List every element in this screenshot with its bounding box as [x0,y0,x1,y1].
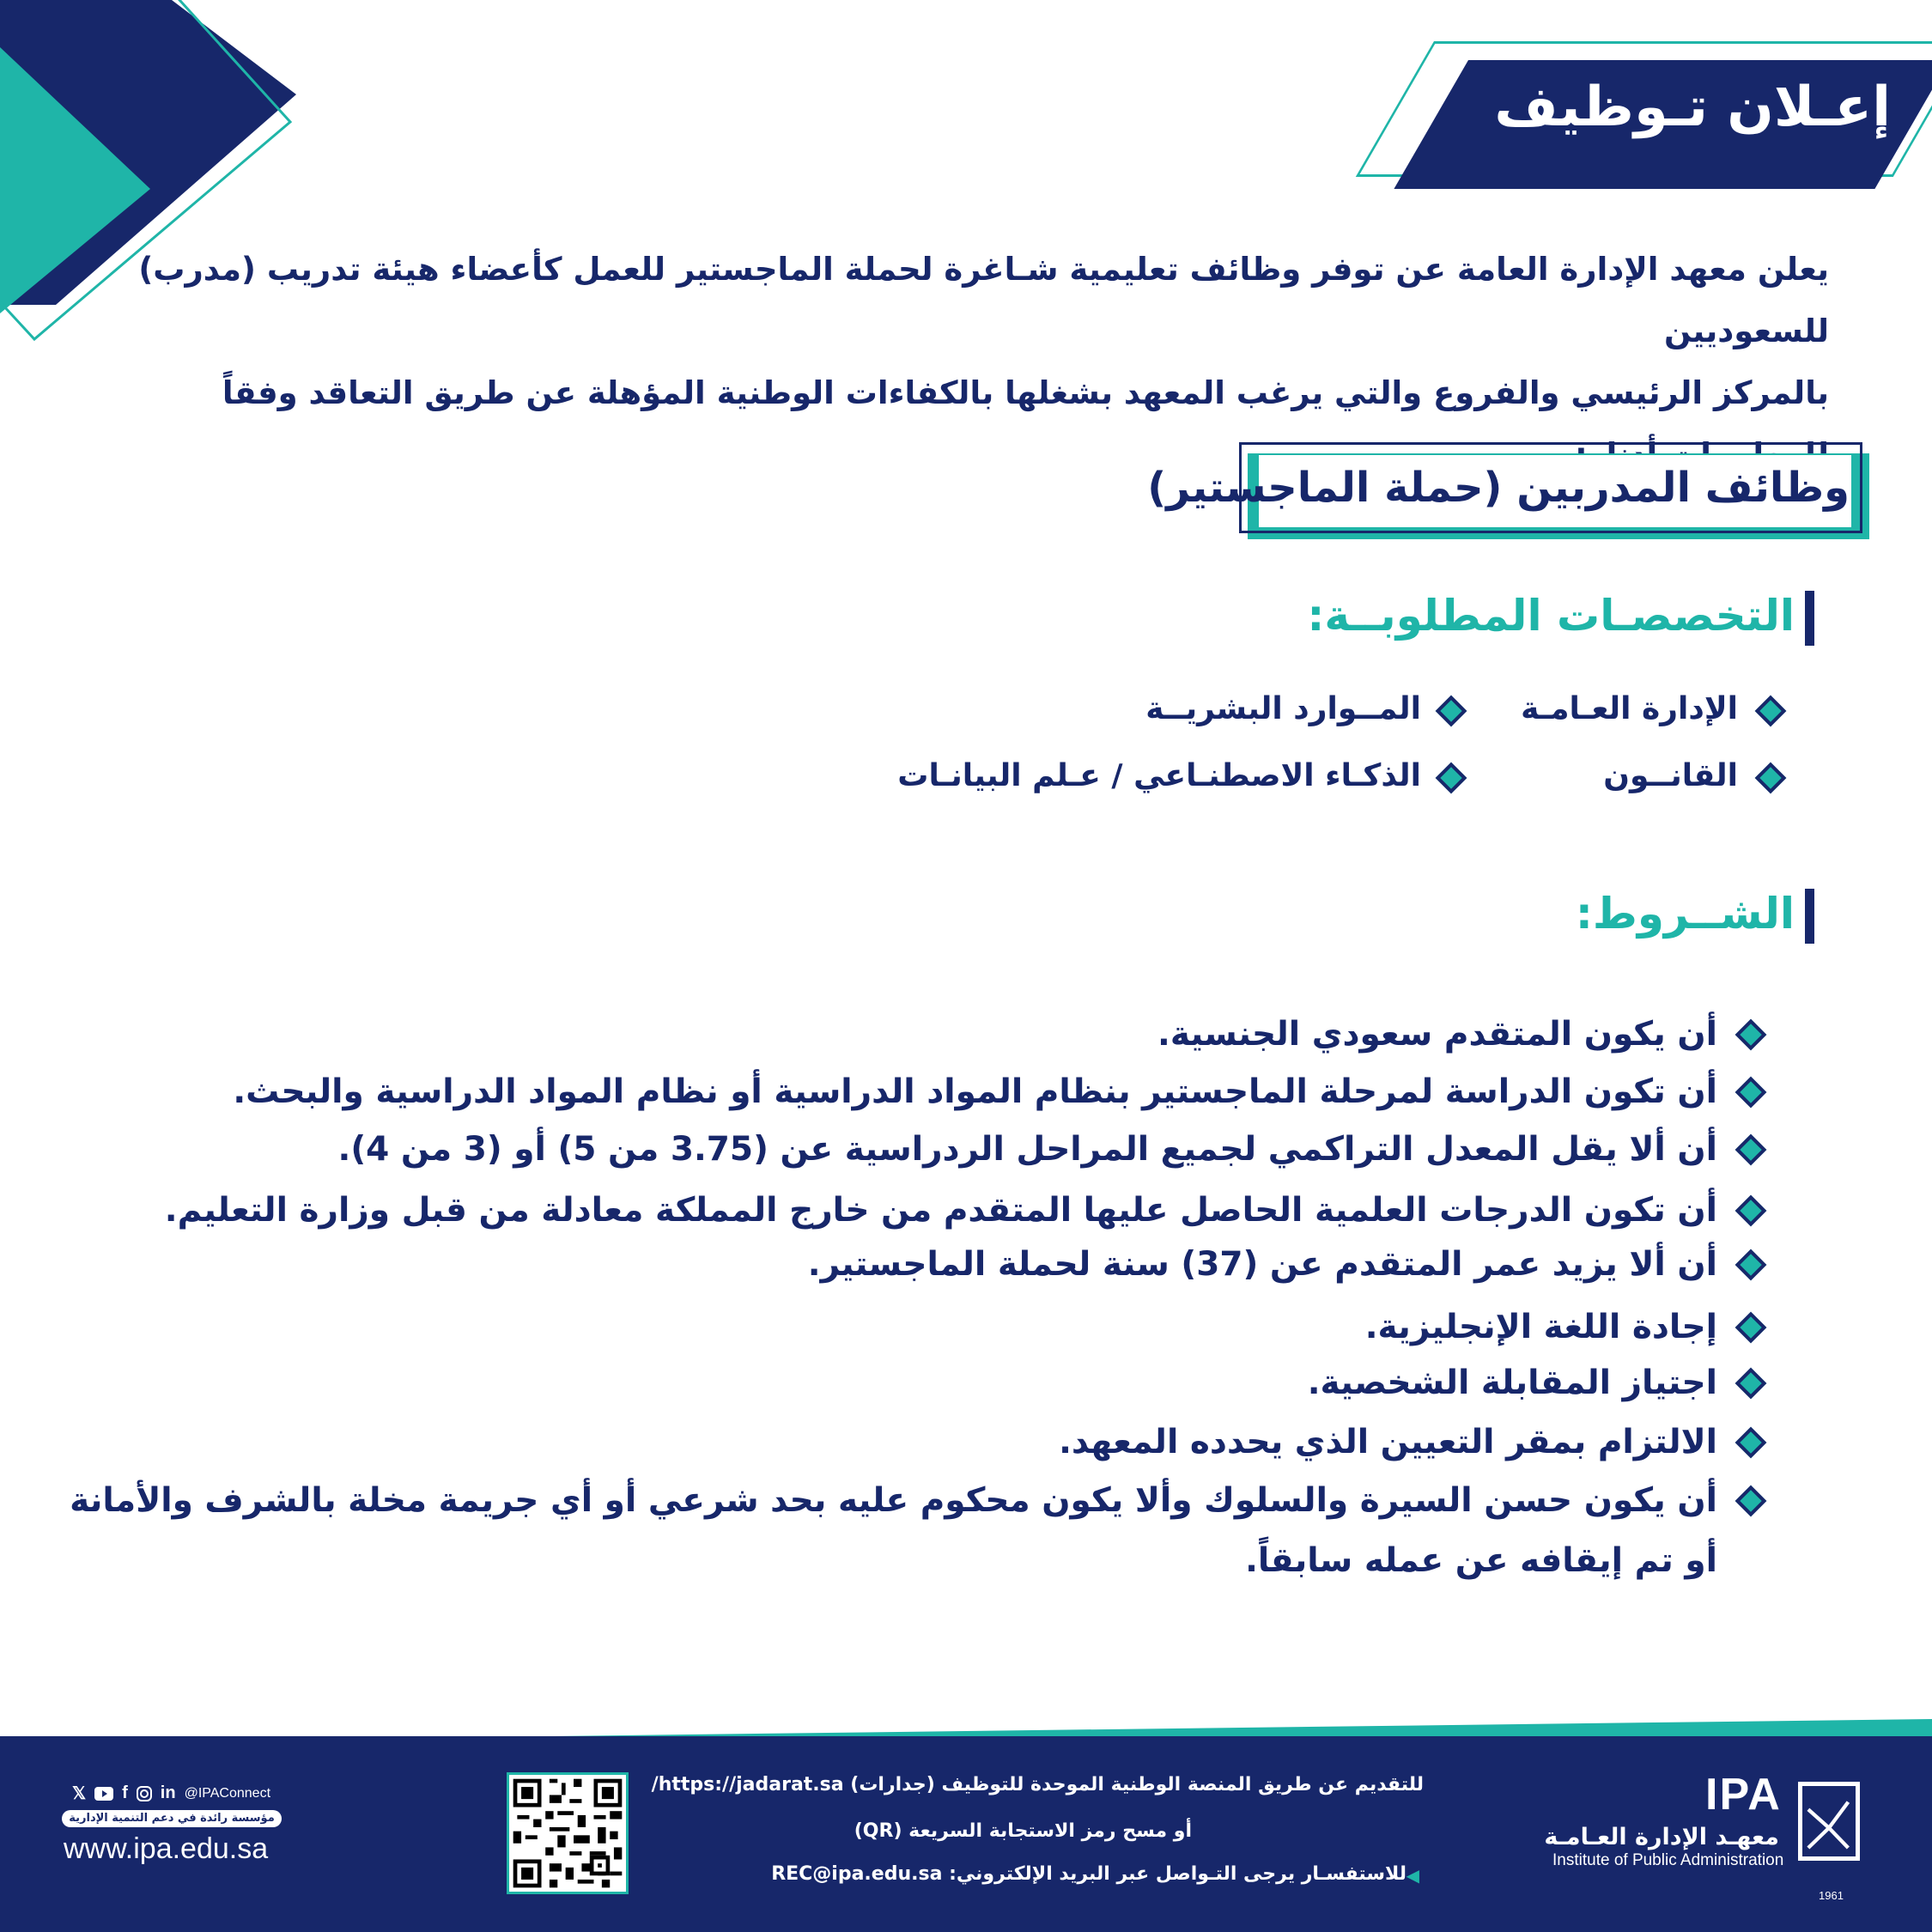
condition-item: أن يكون المتقدم سعودي الجنسية. [1157,1015,1717,1054]
x-icon[interactable]: 𝕏 [72,1784,87,1803]
condition-item: أن ألا يقل المعدل التراكمي لجميع المراحل الردراسية عن (3.75 من 5) أو (3 من 4). [337,1130,1717,1169]
condition-item: أن ألا يزيد عمر المتقدم عن (37) سنة لحملة الماجستير. [807,1245,1717,1284]
diamond-bullet-icon [1735,1485,1767,1517]
qr-instructions: أو مسح رمز الاستجابة السريعة (QR) [854,1820,1192,1842]
jobs-section-title: وظائف المدربين (حملة الماجستير) [1147,464,1850,512]
diamond-bullet-icon [1735,1312,1767,1344]
contact-line: للاستفسـار يرجى التـواصل عبر البريد الإلكتروني: REC@ipa.edu.sa [771,1863,1406,1885]
facebook-icon[interactable]: f [122,1783,128,1802]
condition-item-continuation: أو تم إيقافه عن عمله سابقاً. [1245,1541,1717,1580]
condition-item: إجادة اللغة الإنجليزية. [1364,1308,1717,1346]
diamond-bullet-icon [1755,696,1787,727]
diamond-bullet-icon [1436,762,1467,794]
diamond-bullet-icon [1735,1427,1767,1459]
diamond-bullet-icon [1735,1195,1767,1227]
condition-item: أن تكون الدرجات العلمية الحاصل عليها المتقدم من خارج المملكة معادلة من قبل وزارة التعليم. [164,1191,1717,1230]
specializations-heading: التخصصـات المطلوبــة: [1307,591,1795,641]
intro-line-2: بالمركز الرئيسي والفروع والتي يرغب المعهد بشغلها بالكفاءات الوطنية المؤهلة عن طريق التعاقد وفقاً [222,374,1829,411]
linkedin-icon[interactable]: in [160,1783,176,1802]
specialization-item: القانــون [1603,758,1738,793]
apply-instructions: للتقديم عن طريق المنصة الوطنية الموحدة للتوظيف (جدارات) https://jadarat.sa/ [651,1774,1424,1795]
specialization-item: المــوارد البشريــة [1145,691,1421,726]
diamond-bullet-icon [1436,696,1467,727]
condition-item: أن يكون حسن السيرة والسلوك وألا يكون محكوم عليه بحد شرعي أو أي جريمة مخلة بالشرف والأمانة [70,1481,1717,1520]
social-handle: @IPAConnect [184,1785,271,1801]
condition-item: الالتزام بمقر التعيين الذي يحدده المعهد. [1059,1423,1717,1461]
diamond-bullet-icon [1735,1368,1767,1400]
specializations-heading-bar [1805,591,1814,646]
instagram-icon[interactable] [137,1786,152,1801]
conditions-heading-bar [1805,889,1814,944]
intro-line-1: يعلن معهد الإدارة العامة عن توفر وظائف تعليمية شـاغرة لحملة الماجستير للعمل كأعضاء هيئة تدريب (مدرب) للسعوديين [138,251,1829,349]
page-title: إعـلان تـوظيف [1494,76,1891,139]
diamond-bullet-icon [1735,1077,1767,1109]
logo-name-ar: معهـد الإدارة العـامـة [1544,1824,1779,1850]
diamond-bullet-icon [1755,762,1787,794]
logo-name-en: Institute of Public Administration [1552,1851,1784,1869]
social-links [72,1783,270,1804]
diamond-bullet-icon [1735,1249,1767,1281]
tagline-badge: مؤسسة رائدة في دعم التنمية الإدارية [62,1810,282,1827]
diamond-bullet-icon [1735,1134,1767,1166]
condition-item: اجتياز المقابلة الشخصية. [1307,1364,1717,1402]
ipa-logo-icon [1798,1782,1860,1861]
arrow-left-icon: ◀ [1406,1865,1419,1886]
logo-year: 1961 [1819,1889,1844,1902]
diamond-bullet-icon [1735,1019,1767,1051]
youtube-icon[interactable] [94,1787,113,1801]
conditions-heading: الشــروط: [1575,889,1795,939]
specialization-item: الإدارة العـامـة [1521,691,1738,726]
condition-item: أن تكون الدراسة لمرحلة الماجستير بنظام المواد الدراسية أو نظام المواد الدراسية والبحث. [233,1072,1717,1111]
specialization-item: الذكـاء الاصطنـاعي / عـلم البيانـات [897,758,1421,793]
website-link[interactable]: www.ipa.edu.sa [64,1832,269,1865]
logo-abbreviation: IPA [1705,1770,1782,1820]
qr-code[interactable] [507,1772,629,1894]
